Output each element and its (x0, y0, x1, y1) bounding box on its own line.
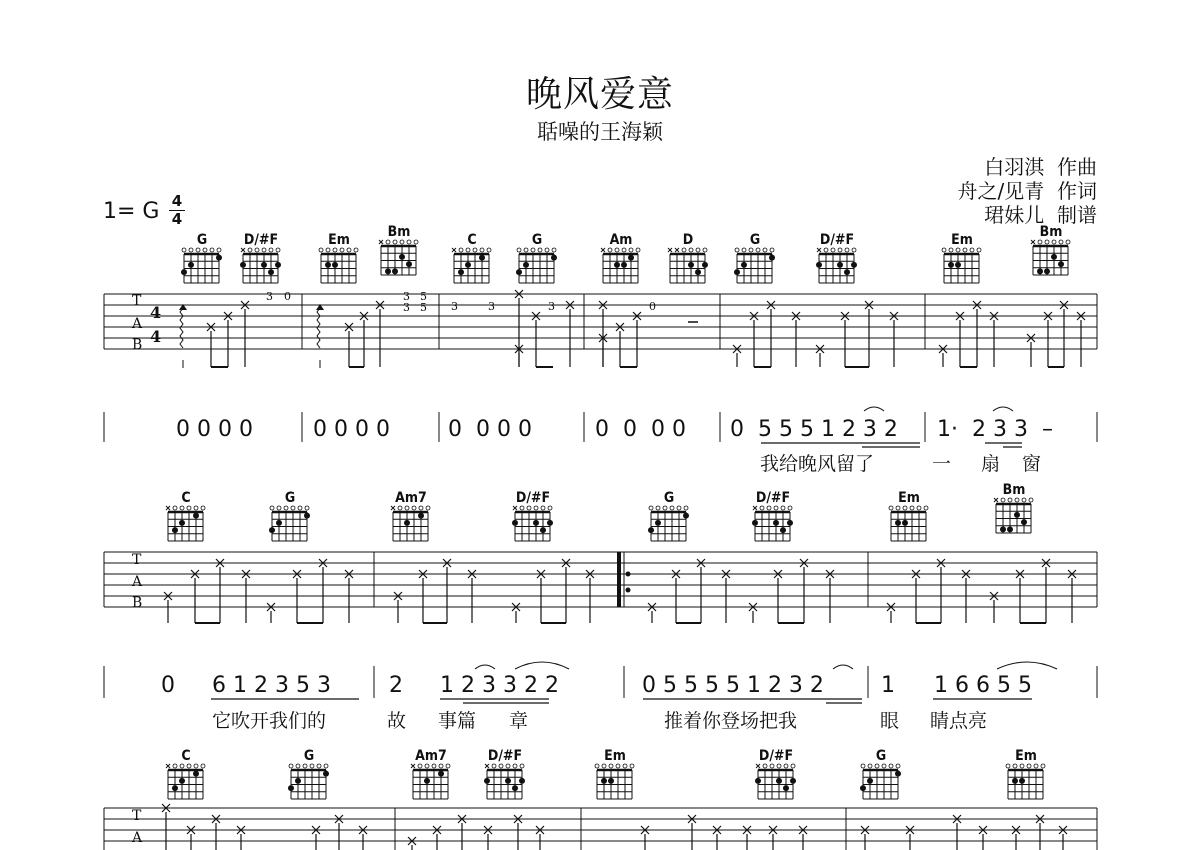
chord-name: Em (1015, 748, 1037, 764)
chord-name: G (303, 748, 315, 764)
jianpu-measure: 1 6 6 5 5 (934, 673, 1032, 698)
meter-top: 4 (171, 192, 183, 210)
tab-meter-bottom: 4 (150, 327, 162, 346)
chord-name: Am7 (415, 748, 447, 764)
chord-name: D/#F (758, 748, 794, 764)
chord-name: D/#F (487, 748, 523, 764)
fret-number: 0 (649, 300, 656, 313)
chord-name: C (181, 748, 191, 764)
chord-name: Bm (1002, 482, 1026, 498)
tab-meter-top: 4 (150, 303, 162, 322)
fret-number: 3 (488, 300, 495, 313)
lyric: 它吹开我们的 (212, 710, 327, 732)
tab-letter-b: B (132, 595, 143, 611)
lyric: 章 (509, 710, 529, 732)
chord-name: D/#F (755, 490, 791, 506)
fret-number: 0 (284, 290, 291, 303)
chord-name: G (284, 490, 296, 506)
jianpu-measure: 1 2 3 3 2 2 (440, 673, 559, 698)
tab-letter-t: T (132, 293, 142, 309)
fret-number: 3 (266, 290, 273, 303)
lyric: 一 (932, 453, 952, 475)
lyric: 推着你登场把我 (664, 710, 798, 732)
fret-number: 3 (403, 301, 410, 314)
jianpu-measure: 0 0 0 0 (595, 417, 686, 442)
tab-letter-a: A (132, 574, 143, 590)
chord-name: G (196, 232, 208, 248)
jianpu-measure: 6 1 2 3 5 3 (212, 673, 331, 698)
tab-letter-t: T (132, 552, 142, 568)
jianpu-measure: 1· 2 3 3 – (937, 417, 1053, 442)
lyric: 眼 (880, 710, 900, 732)
chord-name: C (181, 490, 191, 506)
fret-number: 3 (451, 300, 458, 313)
chord-name: Am (609, 232, 633, 248)
chord-name: G (875, 748, 887, 764)
jianpu-measure: 1 (881, 673, 895, 698)
lyric: 窗 (1022, 453, 1042, 475)
chord-name: D/#F (243, 232, 279, 248)
lyric: 睛点亮 (930, 710, 988, 732)
lyric: 事篇 (438, 710, 477, 732)
key-signature: 1= G (103, 199, 160, 224)
credit-lyricist: 舟之/见青 作词 (957, 179, 1097, 203)
tab-letter-t: T (132, 808, 142, 824)
chord-name: G (749, 232, 761, 248)
chord-name: D (682, 232, 694, 248)
jianpu-measure: 0 0 0 0 (448, 417, 532, 442)
chord-name: Em (328, 232, 350, 248)
lyric: 我给晚风留了 (760, 453, 875, 475)
credit-transcriber: 珺妹儿 制谱 (984, 203, 1097, 227)
jianpu-measure: 2 (389, 673, 403, 698)
chord-name: Em (604, 748, 626, 764)
chord-name: Am7 (395, 490, 427, 506)
chord-name: Em (951, 232, 973, 248)
jianpu-measure: 0 0 0 0 (176, 417, 253, 442)
chord-name: G (531, 232, 543, 248)
chord-name: Bm (1039, 224, 1063, 240)
jianpu-measure: 0 0 0 0 (313, 417, 390, 442)
lyric: 扇 (981, 453, 1001, 475)
chord-name: Em (898, 490, 920, 506)
artist-name: 聒噪的王海颖 (537, 120, 663, 144)
chord-name: C (467, 232, 477, 248)
tab-letter-a: A (132, 830, 143, 846)
tab-letter-a: A (132, 316, 143, 332)
lyric: 故 (387, 710, 407, 732)
jianpu-measure: 0 (161, 673, 175, 698)
song-title: 晚风爱意 (525, 74, 674, 115)
fret-number: 5 (420, 301, 427, 314)
credit-composer: 白羽淇 作曲 (984, 155, 1097, 179)
fret-number: 3 (403, 290, 410, 303)
jianpu-measure: 0 5 5 5 1 2 3 2 (730, 417, 898, 442)
fret-number: 5 (420, 290, 427, 303)
fret-number: 3 (548, 300, 555, 313)
tab-letter-b: B (132, 337, 143, 353)
chord-name: D/#F (819, 232, 855, 248)
chord-name: G (663, 490, 675, 506)
jianpu-measure: 0 5 5 5 5 1 2 3 2 (642, 673, 824, 698)
chord-name: D/#F (515, 490, 551, 506)
meter-bottom: 4 (171, 210, 183, 228)
chord-name: Bm (387, 224, 411, 240)
